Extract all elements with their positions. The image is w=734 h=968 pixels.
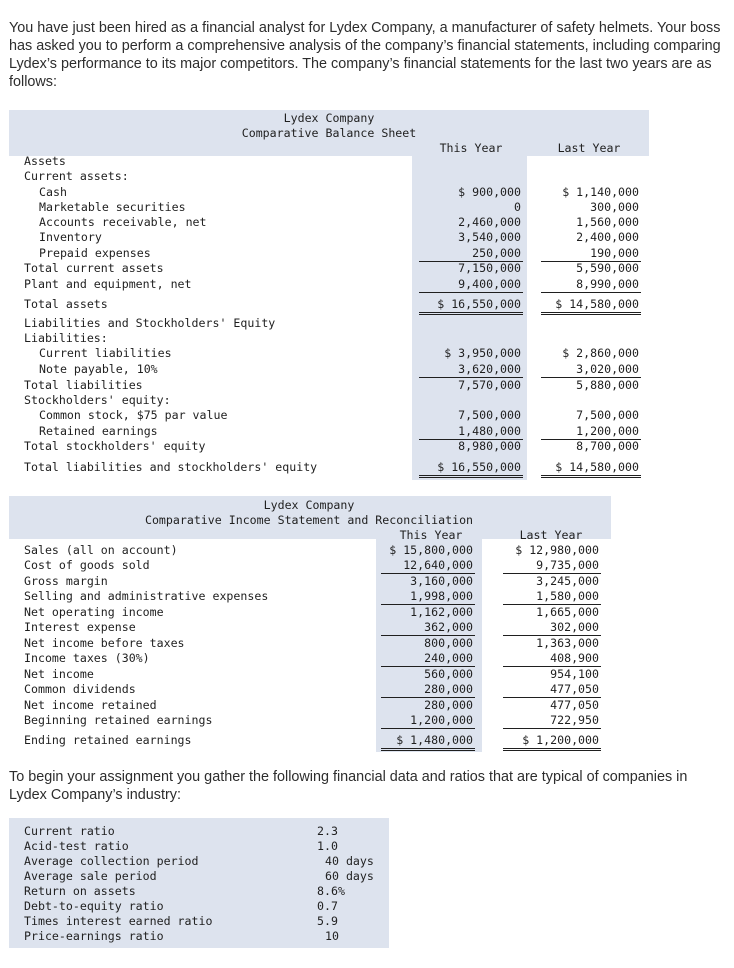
industry-ratio-value: 60 days (325, 869, 374, 883)
balance-sheet-row-label: Note payable, 10% (39, 362, 158, 376)
income-statement-row-label: Beginning retained earnings (24, 713, 213, 727)
income-statement-row-label: Cost of goods sold (24, 558, 150, 572)
balance-sheet-row-last-year: $ 14,580,000 (541, 297, 641, 315)
industry-ratio-label: Average collection period (24, 854, 199, 868)
ratios-intro-paragraph: To begin your assignment you gather the following financial data and ratios that are typical of companies in Lydex Company’s industry: (9, 769, 688, 803)
industry-ratio-label: Debt-to-equity ratio (24, 899, 164, 913)
income-statement-row-this-year: 280,000 (381, 682, 475, 698)
balance-sheet-row-label: Total liabilities and stockholders' equity (24, 460, 318, 474)
income-statement-row-this-year: 3,160,000 (410, 574, 473, 588)
intro-paragraph: You have just been hired as a financial analyst for Lydex Company, a manufacturer of safety helmets. Your boss has asked you to perform a comprehensive analysis of the company’s financial statements, including comparing Lydex’s performance to its major competitors. The company’s financial statements for the last two years are as follows: (9, 20, 721, 90)
balance-sheet-row-label: Total stockholders' equity (24, 439, 206, 453)
balance-sheet-row-this-year: 1,480,000 (419, 424, 523, 440)
balance-sheet-row-label: Total assets (24, 297, 108, 311)
balance-sheet-row-last-year: 5,880,000 (576, 378, 639, 392)
income-statement-row-this-year: 12,640,000 (381, 558, 475, 574)
income-statement-row-label: Common dividends (24, 682, 136, 696)
income-statement-row-label: Net income (24, 667, 94, 681)
balance-sheet-row-this-year: $ 16,550,000 (419, 297, 523, 315)
industry-ratio-label: Times interest earned ratio (24, 914, 213, 928)
income-statement-row-last-year: 477,050 (503, 682, 601, 698)
balance-sheet-row-this-year: 9,400,000 (419, 277, 523, 293)
balance-sheet-row-this-year: 0 (514, 200, 521, 214)
balance-sheet-row-last-year: 3,020,000 (541, 362, 641, 378)
balance-sheet-row-label: Current assets: (24, 169, 129, 183)
balance-sheet-row-label: Liabilities: (24, 331, 108, 345)
balance-sheet-col-this: This Year (439, 141, 503, 155)
balance-sheet-row-label: Inventory (39, 230, 102, 244)
income-statement-row-last-year: 3,245,000 (536, 574, 599, 588)
balance-sheet-row-label: Cash (39, 185, 67, 199)
industry-ratio-value: 8.6% (317, 884, 345, 898)
balance-sheet-row-label: Marketable securities (39, 200, 186, 214)
income-statement-row-label: Net income before taxes (24, 636, 185, 650)
income-statement-row-this-year: 280,000 (424, 698, 473, 712)
income-statement-row-this-year: 240,000 (381, 651, 475, 667)
balance-sheet-row-last-year: $ 14,580,000 (541, 460, 641, 478)
balance-sheet-row-this-year: 7,500,000 (458, 408, 521, 422)
industry-ratio-value: 40 days (325, 854, 374, 868)
balance-sheet-row-this-year: $ 900,000 (458, 185, 521, 199)
income-statement-row-this-year: 362,000 (381, 620, 475, 636)
balance-sheet-row-last-year: 300,000 (590, 200, 639, 214)
income-statement-row-label: Income taxes (30%) (24, 651, 150, 665)
balance-sheet-row-this-year: 3,540,000 (458, 230, 521, 244)
income-statement-row-this-year: $ 15,800,000 (389, 543, 473, 557)
balance-sheet-row-label: Common stock, $75 par value (39, 408, 228, 422)
industry-ratio-label: Average sale period (24, 869, 157, 883)
industry-ratio-label: Acid-test ratio (24, 839, 129, 853)
income-statement-row-label: Net operating income (24, 605, 164, 619)
balance-sheet-row-label: Liabilities and Stockholders' Equity (24, 316, 276, 330)
balance-sheet-row-label: Plant and equipment, net (24, 277, 192, 291)
income-statement-row-last-year: 302,000 (503, 620, 601, 636)
balance-sheet-col-last: Last Year (557, 141, 621, 155)
income-statement-row-this-year: 560,000 (424, 667, 473, 681)
income-statement-company: Lydex Company (263, 498, 355, 512)
industry-ratio-value: 0.7 (317, 899, 338, 913)
balance-sheet (9, 108, 649, 480)
income-statement-row-last-year: 1,363,000 (536, 636, 599, 650)
balance-sheet-row-this-year: 7,570,000 (458, 378, 521, 392)
income-statement-row-last-year: 722,950 (503, 713, 601, 729)
balance-sheet-row-this-year: 8,980,000 (458, 439, 521, 453)
balance-sheet-row-label: Total current assets (24, 261, 164, 275)
industry-ratio-label: Price-earnings ratio (24, 929, 164, 943)
income-statement-title: Comparative Income Statement and Reconciliation (144, 513, 474, 527)
balance-sheet-row-label: Assets (24, 154, 66, 168)
income-statement-row-this-year: 1,998,000 (381, 589, 475, 605)
income-statement-row-last-year: 408,900 (503, 651, 601, 667)
income-statement-row-last-year: 954,100 (550, 667, 599, 681)
industry-ratio-value: 2.3 (317, 824, 338, 838)
balance-sheet-company: Lydex Company (283, 111, 375, 125)
balance-sheet-row-last-year: 190,000 (541, 246, 641, 262)
balance-sheet-row-last-year: 1,200,000 (541, 424, 641, 440)
balance-sheet-row-label: Current liabilities (39, 346, 172, 360)
income-statement-row-last-year: 9,735,000 (503, 558, 601, 574)
industry-ratio-label: Return on assets (24, 884, 136, 898)
balance-sheet-row-label: Stockholders' equity: (24, 393, 171, 407)
industry-ratio-value: 1.0 (317, 839, 338, 853)
income-statement-row-label: Interest expense (24, 620, 136, 634)
income-statement-row-label: Net income retained (24, 698, 157, 712)
balance-sheet-row-last-year: 5,590,000 (576, 261, 639, 275)
balance-sheet-row-this-year: $ 16,550,000 (419, 460, 523, 478)
balance-sheet-row-this-year: 7,150,000 (458, 261, 521, 275)
balance-sheet-row-this-year: 250,000 (419, 246, 523, 262)
balance-sheet-row-this-year: 2,460,000 (458, 215, 521, 229)
balance-sheet-row-last-year: 8,990,000 (541, 277, 641, 293)
income-statement-row-this-year: 800,000 (424, 636, 473, 650)
income-statement-row-last-year: 477,050 (550, 698, 599, 712)
income-statement-row-last-year: $ 1,200,000 (503, 733, 601, 751)
industry-ratio-value: 5.9 (317, 914, 338, 928)
balance-sheet-row-last-year: $ 2,860,000 (562, 346, 639, 360)
income-statement-row-label: Gross margin (24, 574, 108, 588)
income-statement-row-last-year: 1,580,000 (503, 589, 601, 605)
industry-ratio-value: 10 (325, 929, 339, 943)
balance-sheet-title: Comparative Balance Sheet (241, 126, 417, 140)
industry-ratios (9, 818, 389, 948)
income-statement-col-last: Last Year (519, 528, 583, 542)
income-statement-col-this: This Year (399, 528, 463, 542)
income-statement-row-label: Ending retained earnings (24, 733, 192, 747)
income-statement-row-this-year: 1,162,000 (410, 605, 473, 619)
balance-sheet-row-this-year: 3,620,000 (419, 362, 523, 378)
income-statement-row-last-year: $ 12,980,000 (515, 543, 599, 557)
balance-sheet-row-label: Total liabilities (24, 378, 143, 392)
balance-sheet-row-last-year: 8,700,000 (576, 439, 639, 453)
income-statement-row-this-year: $ 1,480,000 (381, 733, 475, 751)
balance-sheet-row-last-year: 7,500,000 (576, 408, 639, 422)
balance-sheet-row-last-year: $ 1,140,000 (562, 185, 639, 199)
balance-sheet-row-label: Accounts receivable, net (39, 215, 207, 229)
industry-ratio-label: Current ratio (24, 824, 115, 838)
income-statement (9, 496, 611, 752)
balance-sheet-row-last-year: 2,400,000 (576, 230, 639, 244)
balance-sheet-row-last-year: 1,560,000 (576, 215, 639, 229)
income-statement-row-this-year: 1,200,000 (381, 713, 475, 729)
balance-sheet-row-label: Retained earnings (39, 424, 158, 438)
income-statement-row-last-year: 1,665,000 (536, 605, 599, 619)
income-statement-row-label: Sales (all on account) (24, 543, 178, 557)
income-statement-row-label: Selling and administrative expenses (24, 589, 269, 603)
balance-sheet-row-this-year: $ 3,950,000 (444, 346, 521, 360)
balance-sheet-row-label: Prepaid expenses (39, 246, 151, 260)
